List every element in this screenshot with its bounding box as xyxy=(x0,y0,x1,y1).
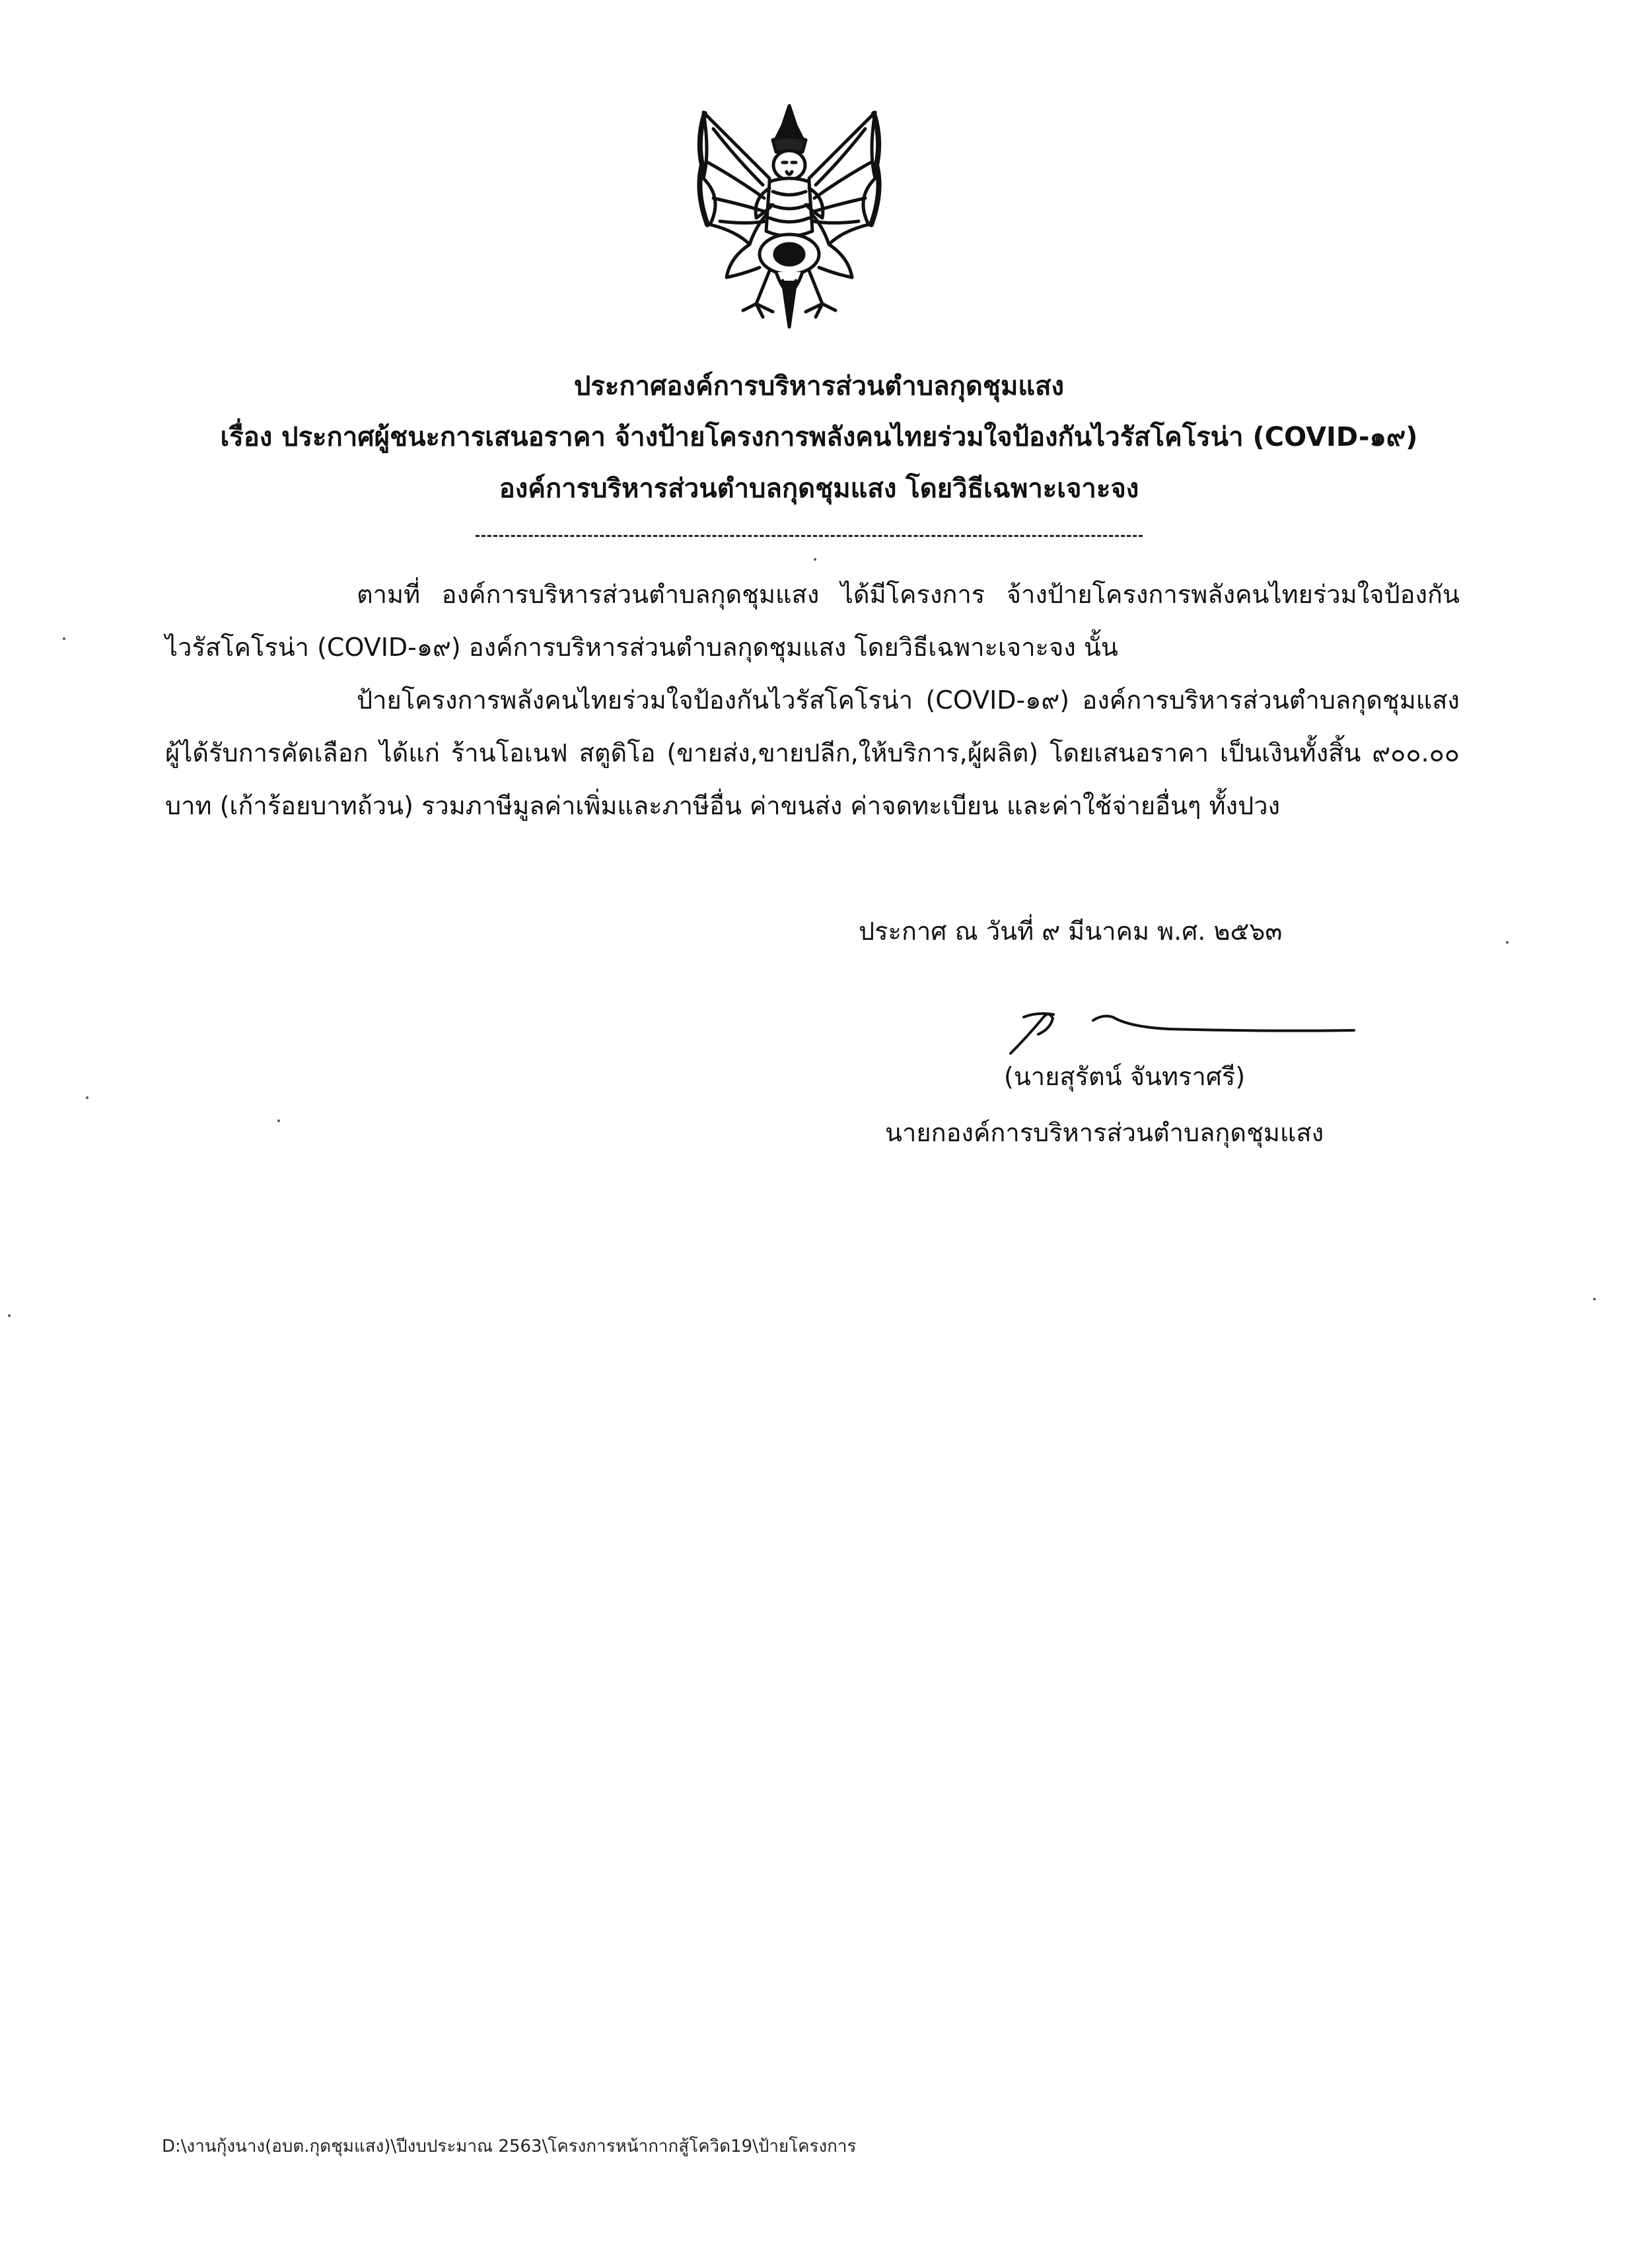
scan-speck xyxy=(1506,941,1509,944)
file-path-footer: D:\งานกุ้งนาง(อบต.กุดชุมแสง)\ปีงบประมาณ 2563\โครงการหน้ากากสู้โควิด19\ป้ายโครงการ xyxy=(162,2137,857,2156)
scan-speck xyxy=(63,637,65,640)
announcement-date: ประกาศ ณ วันที่ ๙ มีนาคม พ.ศ. ๒๕๖๓ xyxy=(859,917,1283,946)
handwritten-signature xyxy=(997,991,1367,1063)
scan-speck xyxy=(277,1119,280,1122)
dashed-divider xyxy=(476,535,1143,537)
scan-speck xyxy=(8,1314,11,1317)
body-paragraph-1: ตามที่ องค์การบริหารส่วนตำบลกุดชุมแสง ได้มีโครงการ จ้างป้ายโครงการพลังคนไทยร่วมใจป้องกันไวรัสโคโรน่า (COVID-๑๙) องค์การบริหารส่วนตำบลกุดชุมแสง โดยวิธีเฉพาะเจาะจง นั้น xyxy=(165,580,1460,662)
signer-name: (นายสุรัตน์ จันทราศรี) xyxy=(1004,1062,1246,1091)
scan-speck xyxy=(814,558,816,561)
garuda-emblem-icon xyxy=(690,99,888,337)
scan-speck xyxy=(1593,1298,1596,1300)
subject-line: เรื่อง ประกาศผู้ชนะการเสนอราคา จ้างป้ายโครงการพลังคนไทยร่วมใจป้องกันไวรัสโคโรน่า (COVID-๑๙) xyxy=(220,422,1418,452)
organization-method-line: องค์การบริหารส่วนตำบลกุดชุมแสง โดยวิธีเฉพาะเจาะจง xyxy=(499,474,1139,504)
signer-title: นายกองค์การบริหารส่วนตำบลกุดชุมแสง xyxy=(885,1118,1324,1147)
scan-speck xyxy=(86,1096,89,1099)
body-paragraph-2: ป้ายโครงการพลังคนไทยร่วมใจป้องกันไวรัสโคโรน่า (COVID-๑๙) องค์การบริหารส่วนตำบลกุดชุมแสง ผู้ได้รับการคัดเลือก ได้แก่ ร้านโอเนฟ สตูดิโอ (ขายส่ง,ขายปลีก,ให้บริการ,ผู้ผลิต) โดยเสนอราคา เป็นเงินทั้งสิ้น ๙๐๐.๐๐ บาท (เก้าร้อยบาทถ้วน) รวมภาษีมูลค่าเพิ่มและภาษีอื่น ค่าขนส่ง ค่าจดทะเบียน และค่าใช้จ่ายอื่นๆ ทั้งปวง xyxy=(165,686,1460,820)
announcement-heading: ประกาศองค์การบริหารส่วนตำบลกุดชุมแสง xyxy=(573,371,1065,402)
